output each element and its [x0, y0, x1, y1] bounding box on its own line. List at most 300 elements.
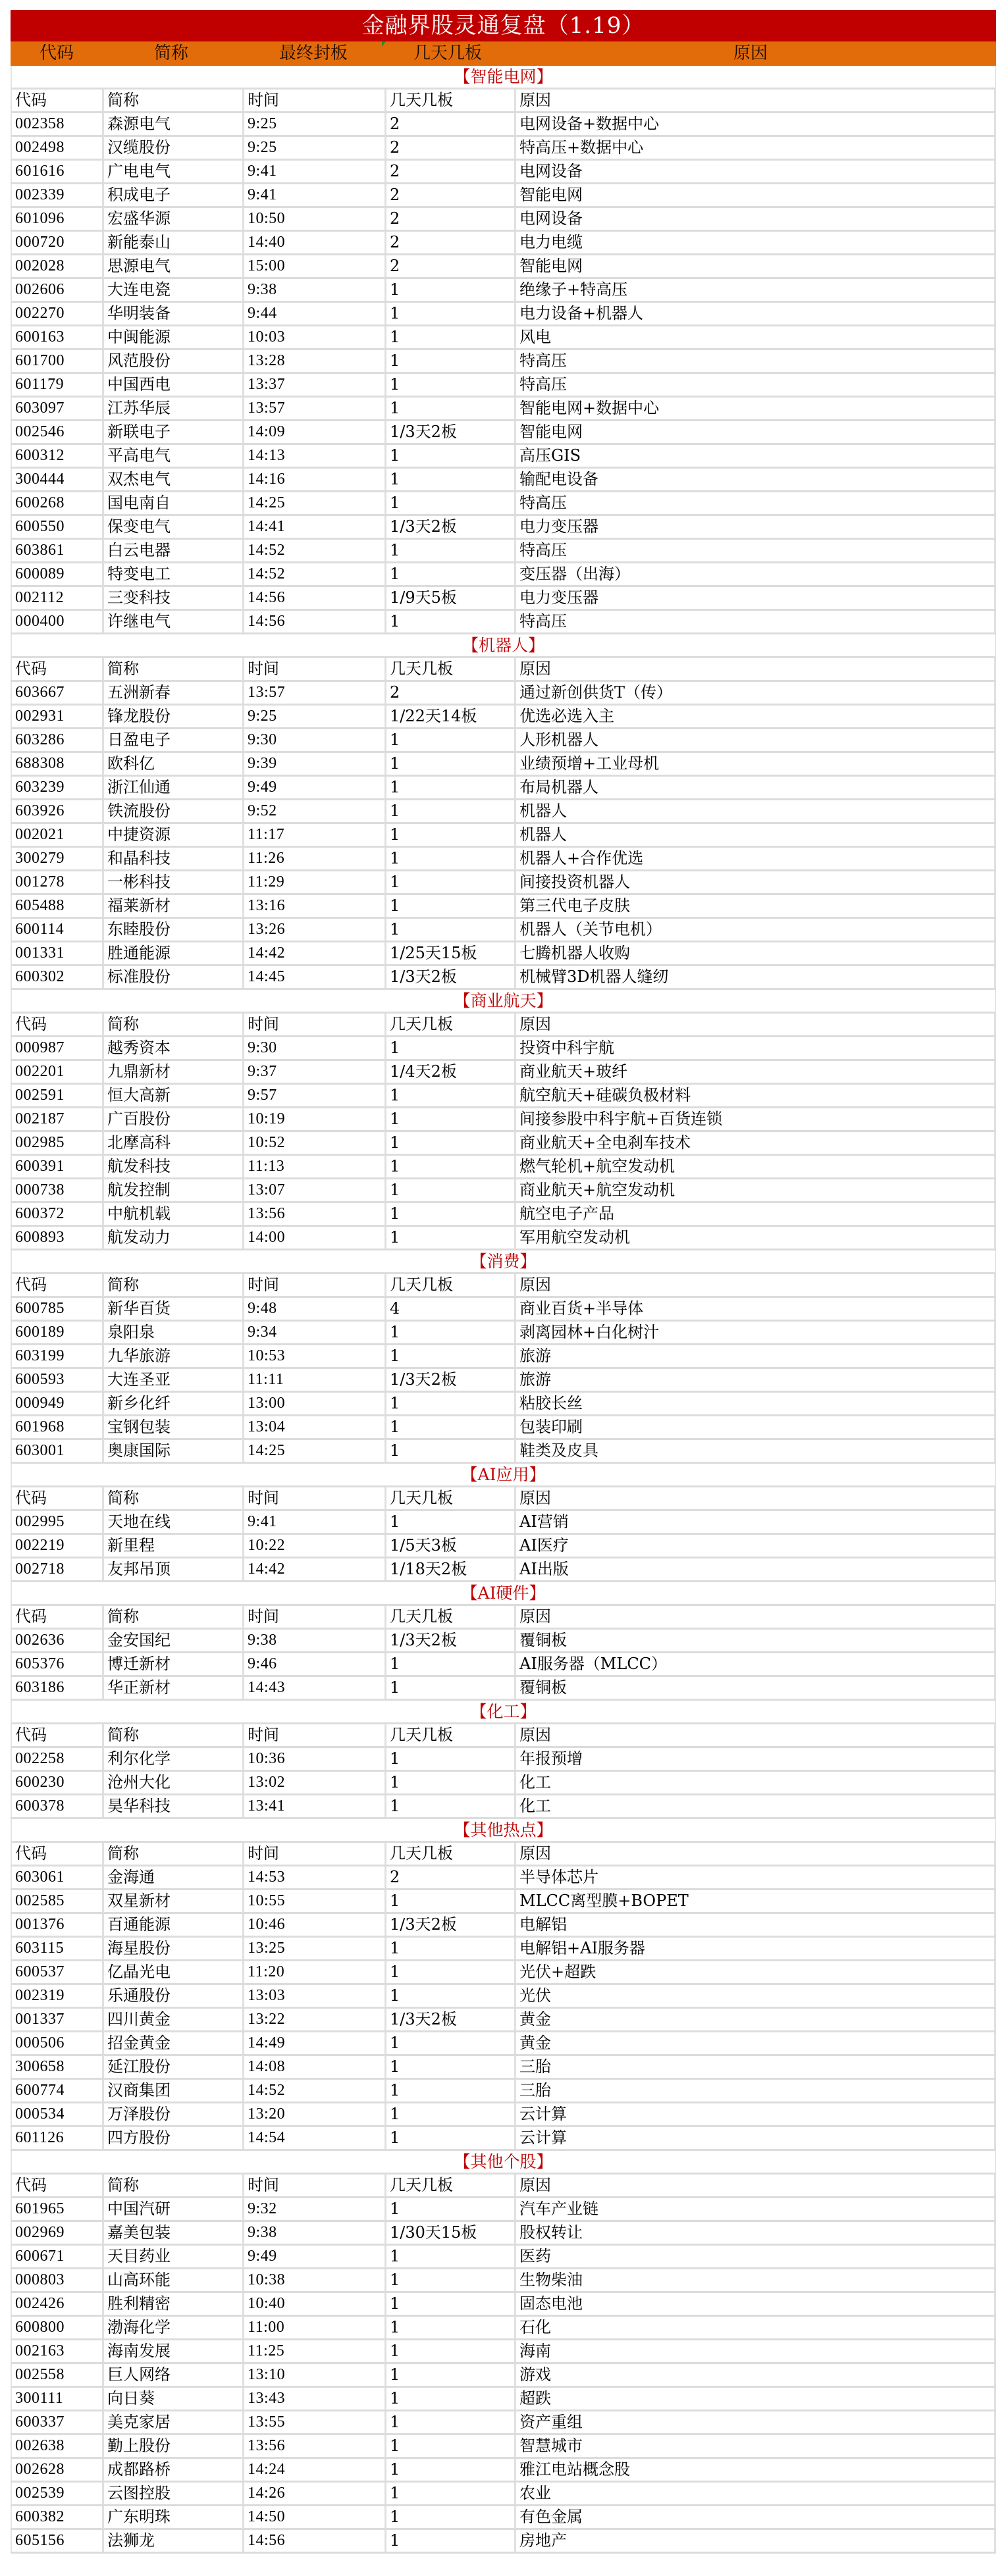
days-boards-cell: 1 [386, 2340, 516, 2362]
stock-code-cell: 600372 [11, 1203, 104, 1225]
stock-name-cell: 新里程 [104, 1535, 244, 1557]
reason-cell: 医药 [516, 2246, 996, 2267]
stock-code-cell: 300279 [11, 848, 104, 869]
sector-title: 【消费】 [11, 1250, 996, 1274]
seal-time-cell: 9:25 [244, 137, 386, 159]
table-row [11, 848, 996, 871]
stock-name-cell: 和晶科技 [104, 848, 244, 869]
seal-time-cell: 14:52 [244, 563, 386, 585]
reason-cell: 特高压 [516, 540, 996, 561]
stock-name-cell: 胜利精密 [104, 2293, 244, 2315]
stock-name-cell: 勤上股份 [104, 2435, 244, 2457]
stock-name-cell: 亿晶光电 [104, 1961, 244, 1983]
days-boards-cell: 1/22天14板 [386, 706, 516, 727]
seal-time-cell: 13:00 [244, 1393, 386, 1414]
stock-code-cell: 601965 [11, 2198, 104, 2220]
days-boards-cell: 1 [386, 2293, 516, 2315]
header-name: 简称 [104, 1724, 244, 1746]
seal-time-cell: 14:54 [244, 2127, 386, 2149]
stock-code-cell: 000738 [11, 1179, 104, 1201]
header-code: 代码 [11, 1014, 104, 1035]
sector-section [11, 1701, 996, 1819]
reason-cell: 固态电池 [516, 2293, 996, 2315]
days-boards-cell: 1 [386, 1322, 516, 1343]
table-row [11, 706, 996, 729]
reason-cell: 业绩预增+工业母机 [516, 753, 996, 775]
seal-time-cell: 9:46 [244, 1653, 386, 1675]
reason-cell: 燃气轮机+航空发动机 [516, 1156, 996, 1177]
stock-code-cell: 603097 [11, 398, 104, 419]
reason-cell: 超跌 [516, 2388, 996, 2409]
seal-time-cell: 9:25 [244, 706, 386, 727]
days-boards-cell: 1 [386, 2435, 516, 2457]
header-time: 时间 [244, 1487, 386, 1509]
stock-name-cell: 招金黄金 [104, 2032, 244, 2054]
stock-name-cell: 汉缆股份 [104, 137, 244, 159]
header-days-boards: 几天几板 [386, 1014, 516, 1035]
table-row [11, 1653, 996, 1677]
seal-time-cell: 9:30 [244, 729, 386, 751]
stock-name-cell: 博迁新材 [104, 1653, 244, 1675]
stock-code-cell: 002021 [11, 824, 104, 846]
stock-name-cell: 欧科亿 [104, 753, 244, 775]
stock-name-cell: 铁流股份 [104, 800, 244, 822]
table-row [11, 587, 996, 611]
seal-time-cell: 9:25 [244, 113, 386, 135]
seal-time-cell: 13:57 [244, 682, 386, 704]
reason-cell: 机器人+合作优选 [516, 848, 996, 869]
stock-name-cell: 金海通 [104, 1867, 244, 1888]
header-days-boards: 几天几板 [386, 658, 516, 680]
header-name: 简称 [104, 1487, 244, 1509]
stock-name-cell: 成都路桥 [104, 2459, 244, 2481]
stock-code-cell: 605488 [11, 895, 104, 917]
stock-code-cell: 002718 [11, 1558, 104, 1580]
seal-time-cell: 14:45 [244, 966, 386, 988]
stock-name-cell: 恒大高新 [104, 1085, 244, 1106]
days-boards-cell: 1 [386, 445, 516, 467]
seal-time-cell: 13:02 [244, 1772, 386, 1793]
stock-code-cell: 603861 [11, 540, 104, 561]
days-boards-cell: 1 [386, 2388, 516, 2409]
seal-time-cell: 14:40 [244, 232, 386, 253]
days-boards-cell: 1 [386, 2364, 516, 2386]
days-boards-cell: 1 [386, 1203, 516, 1225]
stock-code-cell: 603926 [11, 800, 104, 822]
sector-section [11, 1250, 996, 1464]
seal-time-cell: 9:38 [244, 1630, 386, 1651]
stock-code-cell: 002258 [11, 1748, 104, 1770]
reason-cell: 鞋类及皮具 [516, 1440, 996, 1462]
header-code: 代码 [11, 658, 104, 680]
stock-name-cell: 平高电气 [104, 445, 244, 467]
reason-cell: 七腾机器人收购 [516, 942, 996, 964]
table-row [11, 966, 996, 990]
table-row [11, 1393, 996, 1416]
stock-code-cell: 603115 [11, 1938, 104, 1959]
table-row [11, 2340, 996, 2364]
header-reason: 原因 [516, 1843, 996, 1865]
stock-name-cell: 日盈电子 [104, 729, 244, 751]
stock-name-cell: 双杰电气 [104, 469, 244, 490]
days-boards-cell: 1 [386, 824, 516, 846]
header-reason: 原因 [516, 1487, 996, 1509]
reason-cell: 间接投资机器人 [516, 871, 996, 893]
stock-code-cell: 603286 [11, 729, 104, 751]
stock-code-cell: 600774 [11, 2080, 104, 2101]
header-time: 时间 [244, 1274, 386, 1296]
reason-cell: 高压GIS [516, 445, 996, 467]
seal-time-cell: 13:03 [244, 1985, 386, 2007]
reason-cell: 机器人 [516, 800, 996, 822]
reason-cell: 通过新创供货T（传） [516, 682, 996, 704]
seal-time-cell: 14:13 [244, 445, 386, 467]
stock-name-cell: 汉商集团 [104, 2080, 244, 2101]
seal-time-cell: 14:41 [244, 516, 386, 538]
reason-cell: 电网设备 [516, 161, 996, 182]
header-code: 代码 [11, 90, 104, 111]
reason-cell: 电力变压器 [516, 516, 996, 538]
reason-cell: 绝缘子+特高压 [516, 279, 996, 301]
stock-name-cell: 新联电子 [104, 421, 244, 443]
stock-code-cell: 002995 [11, 1511, 104, 1533]
days-boards-cell: 1 [386, 1938, 516, 1959]
stock-code-cell: 601968 [11, 1416, 104, 1438]
days-boards-cell: 1/9天5板 [386, 587, 516, 609]
stock-code-cell: 600671 [11, 2246, 104, 2267]
reason-cell: 智能电网+数据中心 [516, 398, 996, 419]
table-row [11, 563, 996, 587]
days-boards-cell: 1 [386, 1440, 516, 1462]
header-time: 时间 [244, 1014, 386, 1035]
stock-name-cell: 向日葵 [104, 2388, 244, 2409]
stock-name-cell: 胜通能源 [104, 942, 244, 964]
seal-time-cell: 11:00 [244, 2317, 386, 2338]
stock-code-cell: 600893 [11, 1227, 104, 1249]
header-reason: 原因 [516, 658, 996, 680]
stock-code-cell: 002426 [11, 2293, 104, 2315]
days-boards-cell: 1 [386, 1748, 516, 1770]
table-row [11, 753, 996, 777]
stock-name-cell: 福莱新材 [104, 895, 244, 917]
seal-time-cell: 11:11 [244, 1369, 386, 1391]
table-row [11, 1914, 996, 1938]
stock-name-cell: 延江股份 [104, 2056, 244, 2078]
seal-time-cell: 9:32 [244, 2198, 386, 2220]
table-row [11, 2459, 996, 2483]
table-row [11, 2506, 996, 2530]
stock-code-cell: 001376 [11, 1914, 104, 1936]
reason-cell: AI服务器（MLCC） [516, 1653, 996, 1675]
days-boards-cell: 2 [386, 232, 516, 253]
stock-code-cell: 600312 [11, 445, 104, 467]
stock-name-cell: 万泽股份 [104, 2103, 244, 2125]
stock-code-cell: 002219 [11, 1535, 104, 1557]
stock-name-cell: 嘉美包装 [104, 2222, 244, 2244]
table-header-row [11, 1274, 996, 1298]
seal-time-cell: 14:42 [244, 1558, 386, 1580]
table-row [11, 1061, 996, 1085]
reason-cell: 商业百货+半导体 [516, 1298, 996, 1320]
table-row [11, 1558, 996, 1582]
table-row [11, 2269, 996, 2293]
days-boards-cell: 1 [386, 1037, 516, 1059]
report-title: 金融界股灵通复盘（1.19） [11, 10, 996, 41]
stock-code-cell: 603001 [11, 1440, 104, 1462]
stock-name-cell: 沧州大化 [104, 1772, 244, 1793]
seal-time-cell: 14:56 [244, 587, 386, 609]
days-boards-cell: 1 [386, 1156, 516, 1177]
stock-name-cell: 国电南自 [104, 492, 244, 514]
stock-name-cell: 华正新材 [104, 1677, 244, 1699]
seal-time-cell: 15:00 [244, 255, 386, 277]
days-boards-cell: 1 [386, 2317, 516, 2338]
sections-container [11, 66, 996, 2554]
stock-code-cell: 001278 [11, 871, 104, 893]
table-row [11, 919, 996, 942]
reason-cell: 旅游 [516, 1369, 996, 1391]
table-row [11, 303, 996, 326]
table-row [11, 1772, 996, 1795]
stock-name-cell: 友邦吊顶 [104, 1558, 244, 1580]
seal-time-cell: 14:53 [244, 1867, 386, 1888]
stock-code-cell: 603061 [11, 1867, 104, 1888]
stock-code-cell: 300658 [11, 2056, 104, 2078]
stock-name-cell: 四川黄金 [104, 2009, 244, 2030]
seal-time-cell: 10:22 [244, 1535, 386, 1557]
header-name: 简称 [104, 1843, 244, 1865]
reason-cell: 特高压 [516, 374, 996, 396]
table-row [11, 113, 996, 137]
sector-title: 【商业航天】 [11, 990, 996, 1014]
reason-cell: 航空航天+硅碳负极材料 [516, 1085, 996, 1106]
header-code: 代码 [11, 1487, 104, 1509]
days-boards-cell: 1 [386, 1108, 516, 1130]
table-row [11, 871, 996, 895]
reason-cell: MLCC离型膜+BOPET [516, 1890, 996, 1912]
seal-time-cell: 14:52 [244, 540, 386, 561]
table-row [11, 208, 996, 232]
stock-code-cell: 600382 [11, 2506, 104, 2528]
reason-cell: 资产重组 [516, 2411, 996, 2433]
days-boards-cell: 1 [386, 2032, 516, 2054]
reason-cell: AI医疗 [516, 1535, 996, 1557]
days-boards-cell: 1 [386, 2080, 516, 2101]
days-boards-cell: 1 [386, 1890, 516, 1912]
table-row [11, 540, 996, 563]
seal-time-cell: 10:19 [244, 1108, 386, 1130]
seal-time-cell: 9:49 [244, 777, 386, 798]
stock-code-cell: 600268 [11, 492, 104, 514]
table-row [11, 161, 996, 184]
sector-section [11, 1464, 996, 1582]
seal-time-cell: 13:41 [244, 1795, 386, 1817]
reason-cell: 股权转让 [516, 2222, 996, 2244]
reason-cell: 雅江电站概念股 [516, 2459, 996, 2481]
days-boards-cell: 1/3天2板 [386, 1914, 516, 1936]
stock-code-cell: 600537 [11, 1961, 104, 1983]
stock-code-cell: 605376 [11, 1653, 104, 1675]
stock-name-cell: 云图控股 [104, 2483, 244, 2504]
stock-code-cell: 002636 [11, 1630, 104, 1651]
header-code: 代码 [11, 2175, 104, 2196]
days-boards-cell: 1 [386, 611, 516, 632]
reason-cell: AI出版 [516, 1558, 996, 1580]
days-boards-cell: 1 [386, 2103, 516, 2125]
header-days-boards: 几天几板 [386, 1724, 516, 1746]
reason-cell: 商业航天+全电刹车技术 [516, 1132, 996, 1154]
stock-name-cell: 渤海化学 [104, 2317, 244, 2338]
stock-code-cell: 002112 [11, 587, 104, 609]
seal-time-cell: 14:09 [244, 421, 386, 443]
reason-cell: 化工 [516, 1795, 996, 1817]
stock-code-cell: 000949 [11, 1393, 104, 1414]
seal-time-cell: 13:04 [244, 1416, 386, 1438]
seal-time-cell: 14:56 [244, 2530, 386, 2552]
days-boards-cell: 1 [386, 753, 516, 775]
days-boards-cell: 1 [386, 1653, 516, 1675]
table-row [11, 1085, 996, 1108]
reason-cell: 覆铜板 [516, 1677, 996, 1699]
table-row [11, 1369, 996, 1393]
days-boards-cell: 1 [386, 871, 516, 893]
stock-code-cell: 601126 [11, 2127, 104, 2149]
reason-cell: 半导体芯片 [516, 1867, 996, 1888]
table-row [11, 1156, 996, 1179]
stock-code-cell: 603199 [11, 1345, 104, 1367]
seal-time-cell: 13:10 [244, 2364, 386, 2386]
seal-time-cell: 14:16 [244, 469, 386, 490]
days-boards-cell: 1 [386, 1085, 516, 1106]
seal-time-cell: 10:55 [244, 1890, 386, 1912]
reason-cell: 电网设备 [516, 208, 996, 230]
top-column-header [11, 41, 996, 66]
reason-cell: 光伏 [516, 1985, 996, 2007]
table-row [11, 1535, 996, 1558]
table-row [11, 492, 996, 516]
reason-cell: 智慧城市 [516, 2435, 996, 2457]
reason-cell: 军用航空发动机 [516, 1227, 996, 1249]
days-boards-cell: 1/3天2板 [386, 516, 516, 538]
stock-name-cell: 特变电工 [104, 563, 244, 585]
sector-section [11, 1582, 996, 1701]
sector-section [11, 2151, 996, 2554]
stock-name-cell: 百通能源 [104, 1914, 244, 1936]
days-boards-cell: 1 [386, 919, 516, 940]
header-time: 时间 [244, 90, 386, 111]
days-boards-cell: 1 [386, 800, 516, 822]
days-boards-cell: 1 [386, 729, 516, 751]
reason-cell: 农业 [516, 2483, 996, 2504]
header-name: 简称 [104, 90, 244, 111]
days-boards-cell: 1 [386, 2530, 516, 2552]
seal-time-cell: 10:50 [244, 208, 386, 230]
table-row [11, 611, 996, 634]
reason-cell: 化工 [516, 1772, 996, 1793]
stock-name-cell: 森源电气 [104, 113, 244, 135]
stock-name-cell: 利尔化学 [104, 1748, 244, 1770]
table-row [11, 1795, 996, 1819]
table-row [11, 2080, 996, 2103]
table-row [11, 729, 996, 753]
reason-cell: 电解铝+AI服务器 [516, 1938, 996, 1959]
header-time: 时间 [244, 2175, 386, 2196]
days-boards-cell: 1 [386, 1345, 516, 1367]
stock-name-cell: 宝钢包装 [104, 1416, 244, 1438]
reason-cell: 电网设备+数据中心 [516, 113, 996, 135]
stock-name-cell: 四方股份 [104, 2127, 244, 2149]
stock-code-cell: 600337 [11, 2411, 104, 2433]
days-boards-cell: 1 [386, 1772, 516, 1793]
days-boards-cell: 1 [386, 2246, 516, 2267]
table-row [11, 1416, 996, 1440]
seal-time-cell: 13:57 [244, 398, 386, 419]
reason-cell: 覆铜板 [516, 1630, 996, 1651]
table-row [11, 469, 996, 492]
stock-name-cell: 许继电气 [104, 611, 244, 632]
reason-cell: 优选必选入主 [516, 706, 996, 727]
days-boards-cell: 2 [386, 682, 516, 704]
days-boards-cell: 2 [386, 208, 516, 230]
reason-cell: 剥离园林+白化树汁 [516, 1322, 996, 1343]
header-code: 代码 [11, 1724, 104, 1746]
seal-time-cell: 9:41 [244, 1511, 386, 1533]
table-row [11, 682, 996, 706]
stock-name-cell: 中航机载 [104, 1203, 244, 1225]
seal-time-cell: 14:24 [244, 2459, 386, 2481]
days-boards-cell: 1 [386, 540, 516, 561]
sector-title: 【AI硬件】 [11, 1582, 996, 1606]
reason-cell: 输配电设备 [516, 469, 996, 490]
days-boards-cell: 1/4天2板 [386, 1061, 516, 1083]
sector-title: 【机器人】 [11, 634, 996, 658]
reason-cell: 布局机器人 [516, 777, 996, 798]
table-row [11, 2009, 996, 2032]
seal-time-cell: 14:25 [244, 492, 386, 514]
reason-cell: 机器人 [516, 824, 996, 846]
reason-cell: 机械臂3D机器人缝纫 [516, 966, 996, 988]
table-row [11, 800, 996, 824]
seal-time-cell: 9:41 [244, 184, 386, 206]
seal-time-cell: 11:29 [244, 871, 386, 893]
stock-code-cell: 000803 [11, 2269, 104, 2291]
stock-name-cell: 越秀资本 [104, 1037, 244, 1059]
days-boards-cell: 1 [386, 2056, 516, 2078]
seal-time-cell: 13:37 [244, 374, 386, 396]
stock-code-cell: 002339 [11, 184, 104, 206]
table-header-row [11, 658, 996, 682]
stock-code-cell: 002201 [11, 1061, 104, 1083]
days-boards-cell: 1 [386, 2483, 516, 2504]
stock-code-cell: 601616 [11, 161, 104, 182]
days-boards-cell: 1 [386, 2269, 516, 2291]
seal-time-cell: 10:53 [244, 1345, 386, 1367]
reason-cell: 房地产 [516, 2530, 996, 2552]
days-boards-cell: 1 [386, 1416, 516, 1438]
header-code: 代码 [11, 1606, 104, 1628]
header-time: 时间 [244, 658, 386, 680]
table-row [11, 1132, 996, 1156]
stock-code-cell: 000987 [11, 1037, 104, 1059]
seal-time-cell: 9:44 [244, 303, 386, 324]
table-row [11, 2364, 996, 2388]
table-header-row [11, 90, 996, 113]
stock-name-cell: 天地在线 [104, 1511, 244, 1533]
seal-time-cell: 9:39 [244, 753, 386, 775]
table-row [11, 2317, 996, 2340]
days-boards-cell: 1 [386, 326, 516, 348]
reason-cell: 智能电网 [516, 421, 996, 443]
